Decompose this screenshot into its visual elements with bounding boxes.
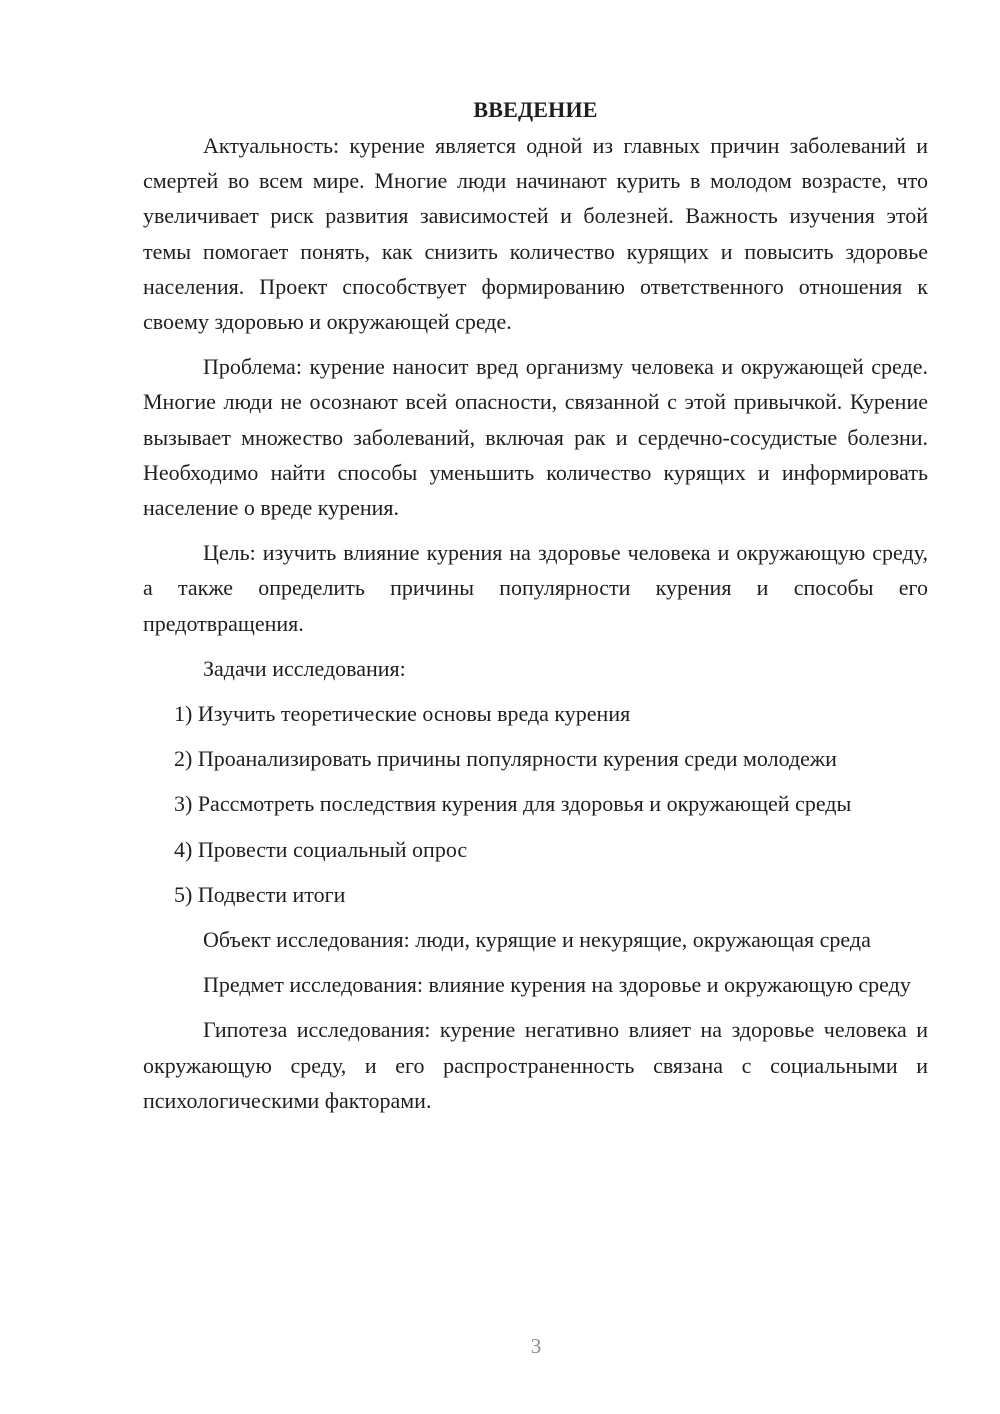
list-item: 5) Подвести итоги xyxy=(174,881,346,907)
page-title: ВВЕДЕНИЕ xyxy=(473,97,598,122)
paragraph-object: Объект исследования: люди, курящие и некурящие, окружающая среда xyxy=(203,927,871,953)
paragraph-goal: Цель: изучить влияние курения на здоровье человека и окружающую среду, а также определить причины популярности курения и способы его предотвращения. xyxy=(143,540,928,636)
list-item: 1) Изучить теоретические основы вреда курения xyxy=(174,701,631,727)
paragraph-relevance: Актуальность: курение является одной из главных причин заболеваний и смертей во всем мире. Многие люди начинают курить в молодом возрасте, что увеличивает риск развития зависимостей и болезней. Важность изучения этой темы помогает понять, как снизить количество курящих и повысить здоровье населения. Проект способствует формированию ответственного отношения к своему здоровью и окружающей среде. xyxy=(143,133,928,335)
paragraph-problem: Проблема: курение наносит вред организму человека и окружающей среде. Многие люди не осознают всей опасности, связанной с этой привычкой. Курение вызывает множество заболеваний, включая рак и сердечно-сосудистые болезни. Необходимо найти способы уменьшить количество курящих и информировать население о вреде курения. xyxy=(143,354,928,521)
list-item: 2) Проанализировать причины популярности курения среди молодежи xyxy=(174,746,837,772)
page-number: 3 xyxy=(530,1334,542,1358)
list-item: 4) Провести социальный опрос xyxy=(174,836,468,862)
list-item: 3) Рассмотреть последствия курения для здоровья и окружающей среды xyxy=(174,791,852,817)
document-page xyxy=(143,92,928,1118)
paragraph-hypothesis: Гипотеза исследования: курение негативно влияет на здоровье человека и окружающую среду, и его распространенность связана с социальными и психологическими факторами. xyxy=(143,1017,928,1113)
tasks-heading: Задачи исследования: xyxy=(203,655,406,681)
paragraph-subject: Предмет исследования: влияние курения на здоровье и окружающую среду xyxy=(203,972,911,998)
